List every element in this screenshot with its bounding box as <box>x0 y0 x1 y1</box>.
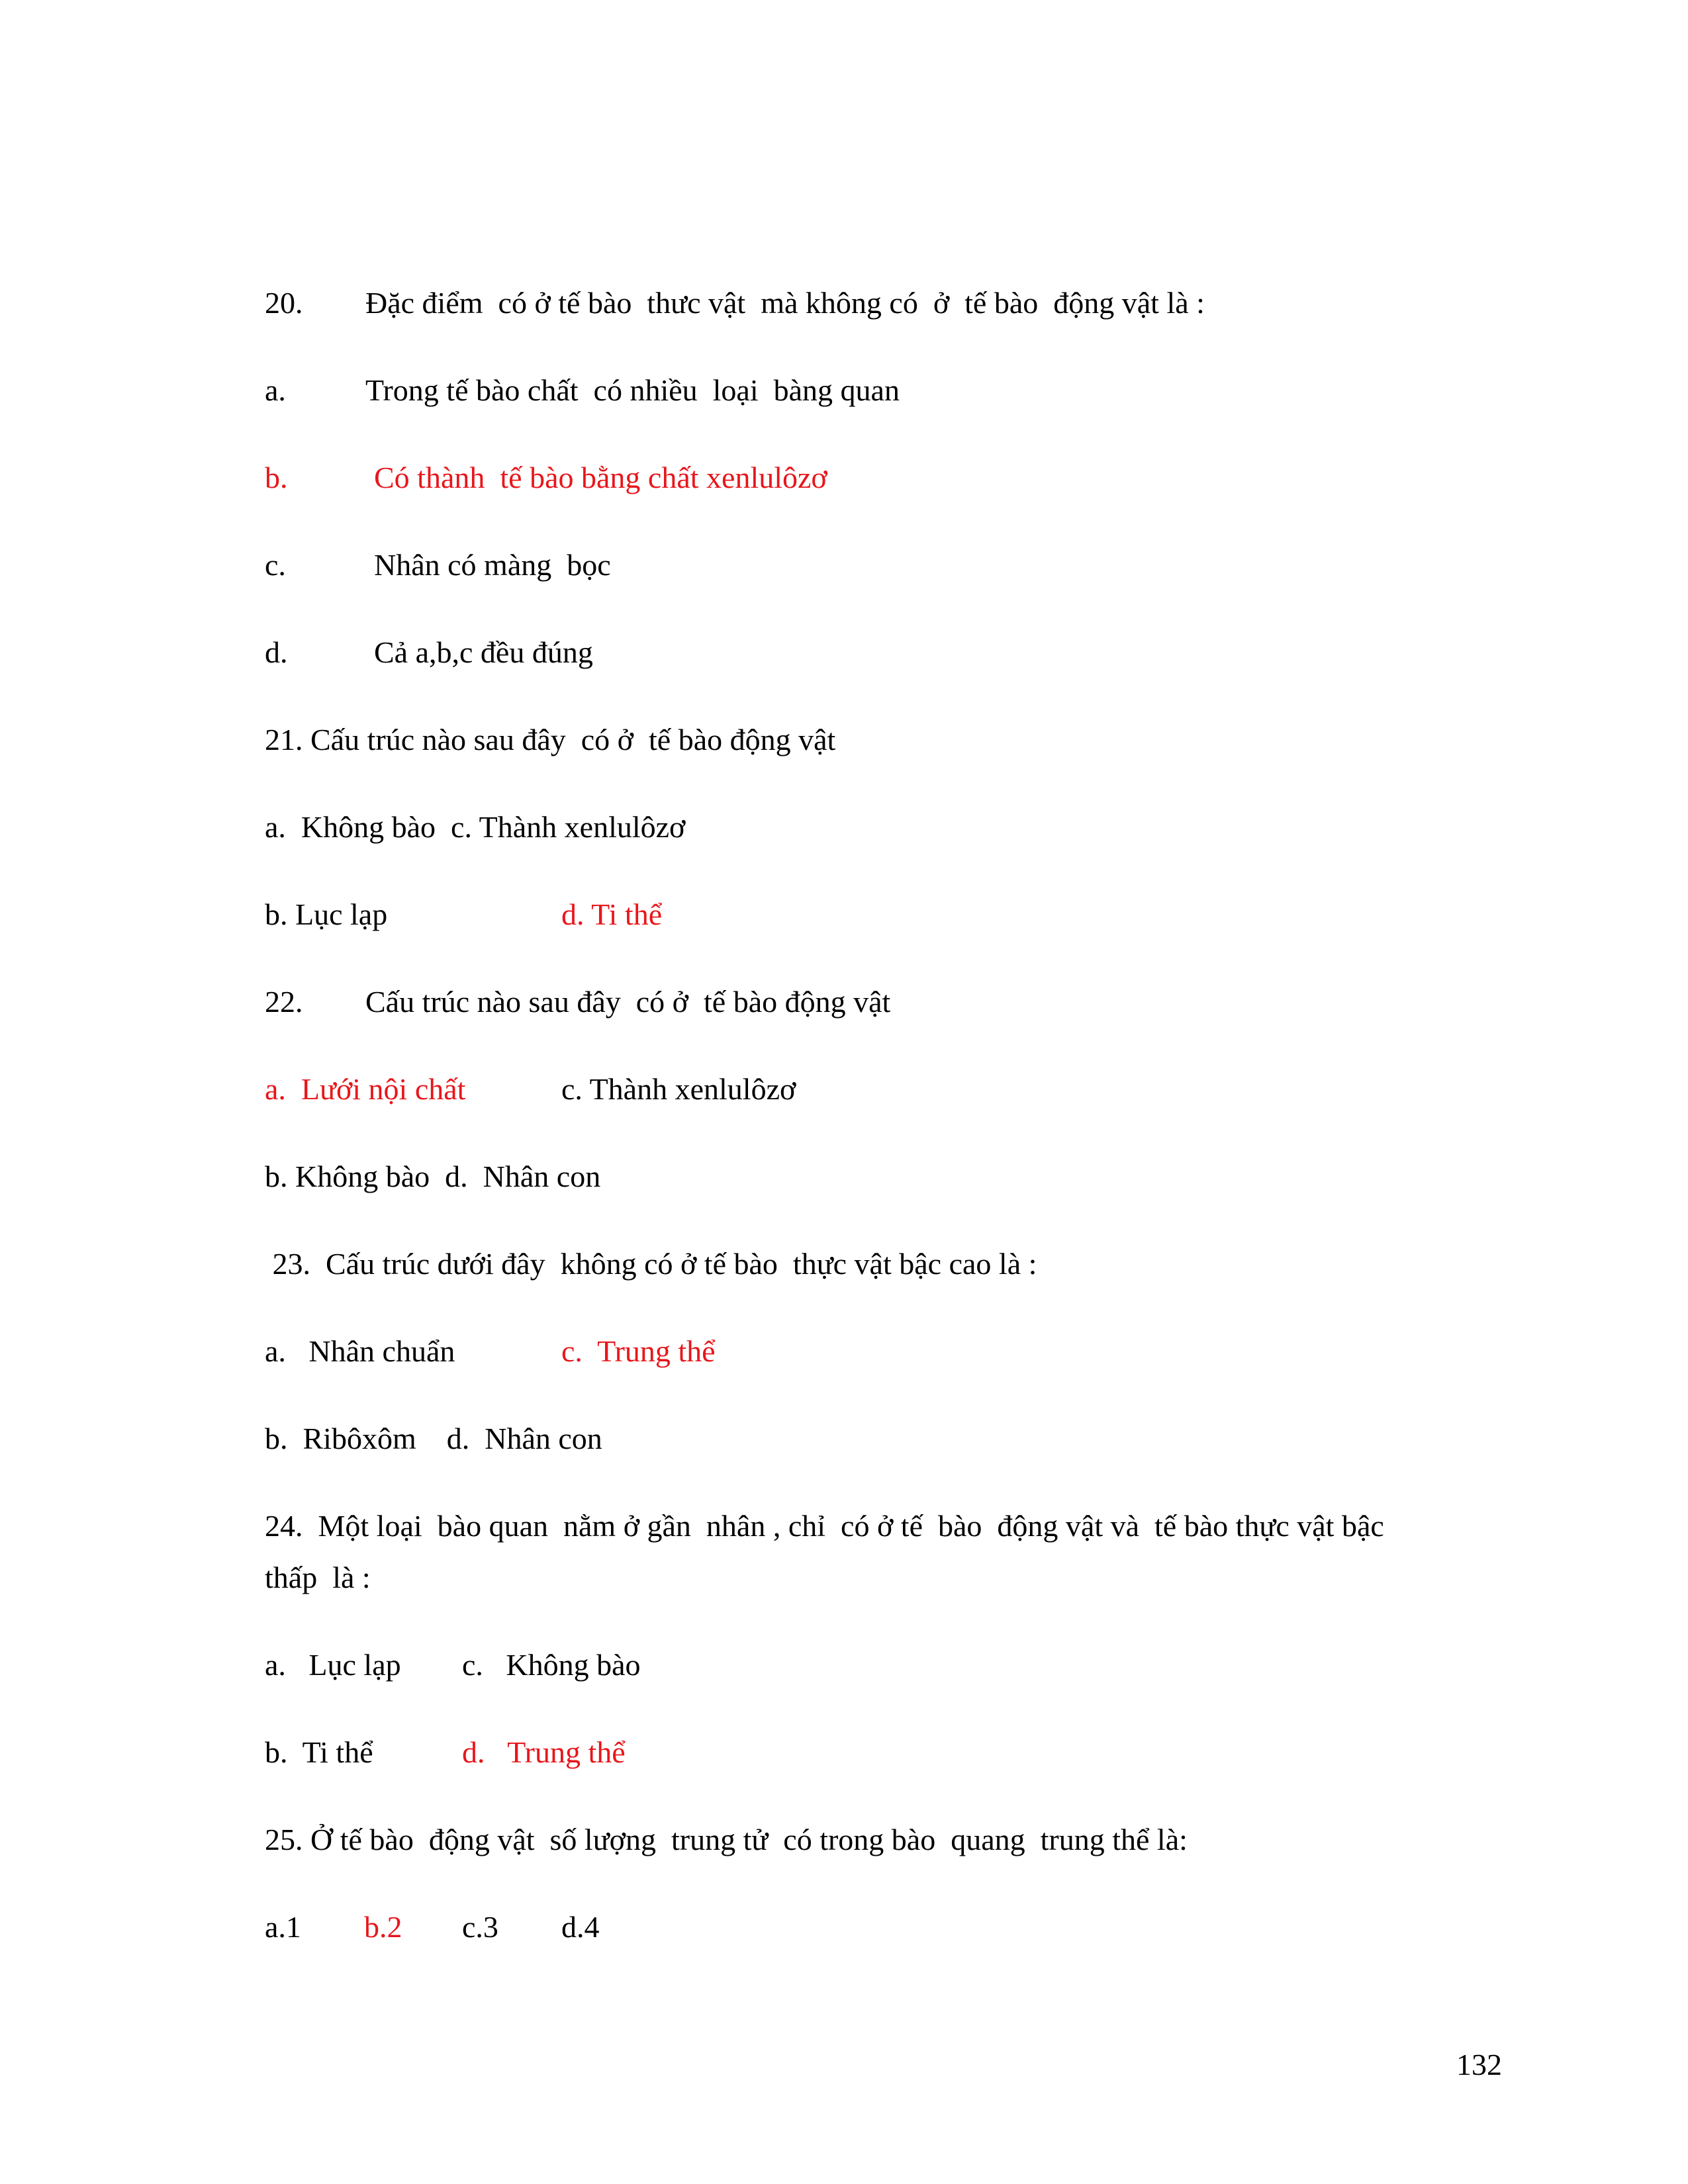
q20-option-a-text: Trong tế bào chất có nhiều loại bàng quan <box>365 373 900 407</box>
q24-option-d-answer: d. Trung thể <box>462 1735 626 1769</box>
q20-option-a-label: a. <box>265 373 286 407</box>
q20-text: Đặc điểm có ở tế bào thưc vật mà không có ở tế bào động vật là : <box>365 286 1205 320</box>
q21-option-b: b. Lục lạp <box>265 897 388 931</box>
q24-option-c: c. Không bào <box>462 1648 641 1682</box>
q23-option-c-answer: c. Trung thể <box>561 1334 716 1368</box>
q20-option-c-label: c. <box>265 548 286 582</box>
q23-text: 23. Cấu trúc dưới đây không có ở tế bào thực vật bậc cao là : <box>265 1247 1037 1281</box>
q25-option-a: a.1 <box>265 1910 301 1944</box>
q23-options-row2: b. Ribôxôm d. Nhân con <box>265 1422 602 1455</box>
q20-option-d-text: Cả a,b,c đều đúng <box>374 635 593 669</box>
q20-option-b-text: Có thành tế bào bằng chất xenlulôzơ <box>374 461 827 494</box>
q24-text-line2: thấp là : <box>265 1561 371 1594</box>
q25-text: 25. Ở tế bào động vật số lượng trung tử có trong bào quang trung thể là: <box>265 1823 1188 1856</box>
q22-options-row2: b. Không bào d. Nhân con <box>265 1160 601 1193</box>
q22-option-a-answer: a. Lưới nội chất <box>265 1072 466 1106</box>
q25-option-d: d.4 <box>561 1910 600 1944</box>
q21-option-d-answer: d. Ti thể <box>561 897 663 931</box>
q22-text: Cấu trúc nào sau đây có ở tế bào động vật <box>365 985 891 1019</box>
q25-option-b-answer: b.2 <box>364 1910 402 1944</box>
q22-number: 22. <box>265 985 303 1019</box>
q20-number: 20. <box>265 286 303 320</box>
q25-option-c: c.3 <box>462 1910 498 1944</box>
q23-option-a: a. Nhân chuẩn <box>265 1334 455 1368</box>
q21-text: 21. Cấu trúc nào sau đây có ở tế bào động vật <box>265 723 836 756</box>
q22-option-c: c. Thành xenlulôzơ <box>561 1072 796 1106</box>
q24-text-line1: 24. Một loại bào quan nằm ở gần nhân , chỉ có ở tế bào động vật và tế bào thực vật bậc <box>265 1509 1384 1543</box>
q20-option-b-label: b. <box>265 461 288 494</box>
q20-option-d-label: d. <box>265 635 288 669</box>
q20-option-c-text: Nhân có màng bọc <box>374 548 611 582</box>
q21-options-row1: a. Không bào c. Thành xenlulôzơ <box>265 810 686 844</box>
q24-option-a: a. Lục lạp <box>265 1648 401 1682</box>
page-number: 132 <box>1456 2048 1502 2081</box>
q24-option-b: b. Ti thể <box>265 1735 373 1769</box>
